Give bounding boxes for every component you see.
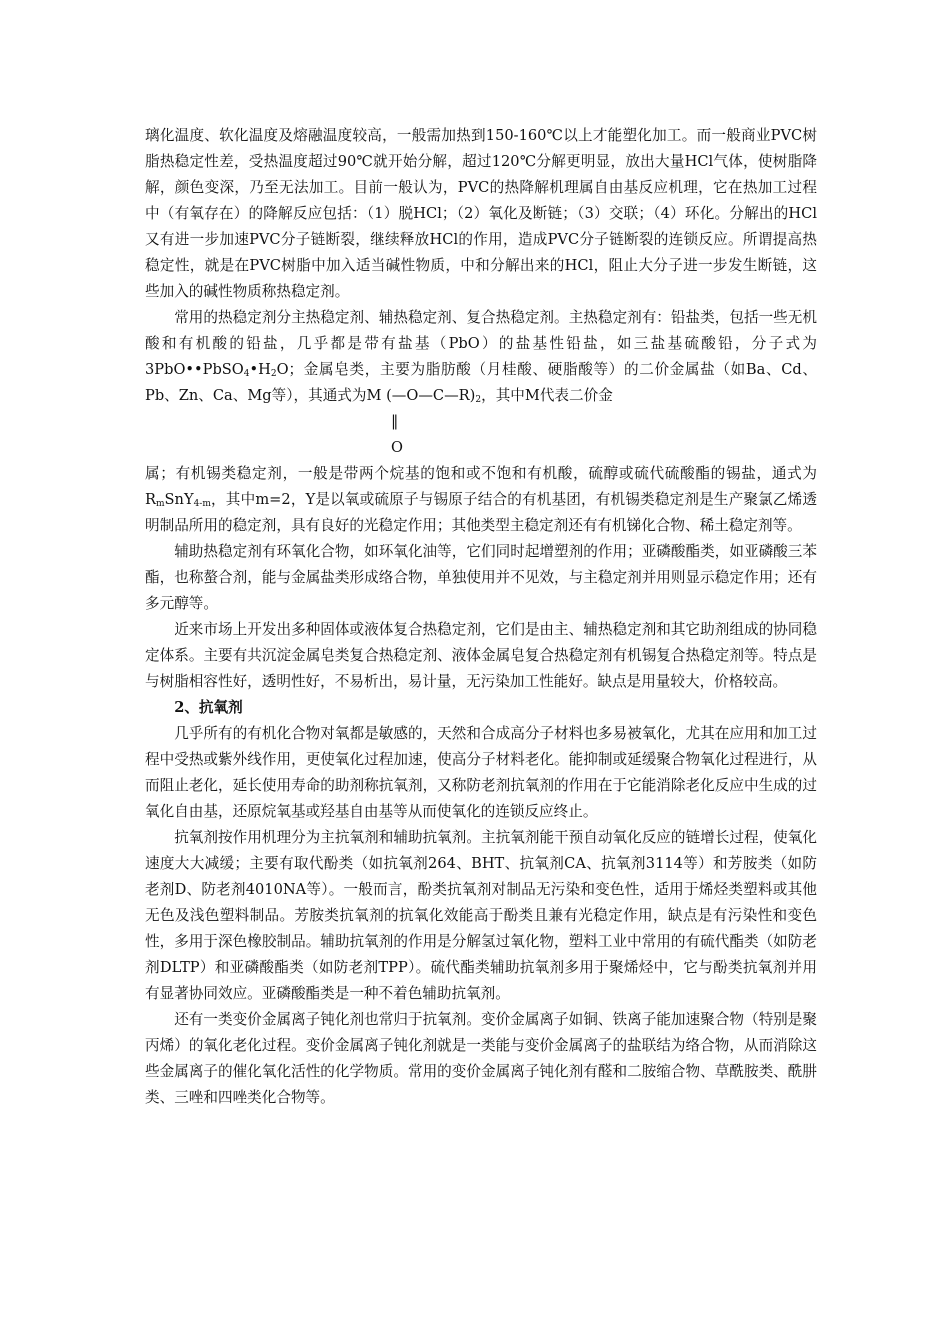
document-body xyxy=(145,123,817,1111)
paragraph-pvc-degradation: 璃化温度、软化温度及熔融温度较高，一般需加热到150-160℃以上才能塑化加工。而一般商业PVC树脂热稳定性差，受热温度超过90℃就开始分解，超过120℃分解更明显，放出大量HCl气体，使树脂降解，颜色变深，乃至无法加工。目前一般认为，PVC的热降解机理属自由基反应机理，它在热加工过程中（有氧存在）的降解反应包括：（1）脱HCl；（2）氧化及断链；（3）交联；（4）环化。分解出的HCl又有进一步加速PVC分子链断裂，继续释放HCl的作用，造成PVC分子链断裂的连锁反应。所谓提高热稳定性，就是在PVC树脂中加入适当碱性物质，中和分解出来的HCl，阻止大分子进一步发生断链，这些加入的碱性物质称热稳定剂。 xyxy=(145,127,817,300)
text-segment: SnY xyxy=(164,491,194,508)
subscript: 2 xyxy=(475,395,482,405)
text-segment: •H xyxy=(249,361,271,378)
subscript: 4 xyxy=(243,369,250,379)
text-segment: ，其中M代表二价金 xyxy=(481,387,613,404)
subscript: 2 xyxy=(270,369,277,379)
formula-oxygen-line xyxy=(145,435,817,461)
section-heading-antioxidants: 2、抗氧剂 xyxy=(174,699,243,716)
paragraph-heat-stabilizers xyxy=(145,305,817,409)
subscript: 4-m xyxy=(193,499,211,509)
paragraph-organotin xyxy=(145,461,817,539)
text-segment: 属；有机锡类稳定剂，一般是带两个烷基的饱和或不饱和有机酸，硫醇或硫代硫酸酯的锡盐，通式为R xyxy=(145,465,817,508)
paragraph-auxiliary-stabilizers: 辅助热稳定剂有环氧化合物，如环氧化油等，它们同时起增塑剂的作用；亚磷酸酯类，如亚磷酸三苯酯，也称螯合剂，能与金属盐类形成络合物，单独使用并不见效，与主稳定剂并用则显示稳定作用；还有多元醇等。 xyxy=(145,543,817,612)
oxygen-symbol: O xyxy=(391,439,403,456)
text-segment: O；金属皂类，主要为脂肪酸（月桂酸、硬脂酸等）的二价金属盐（如Ba、Cd、Pb、Zn、Ca、Mg等），其通式为M (—O—C—R) xyxy=(145,361,817,404)
paragraph-metal-deactivators: 还有一类变价金属离子钝化剂也常归于抗氧剂。变价金属离子如铜、铁离子能加速聚合物（特别是聚丙烯）的氧化老化过程。变价金属离子钝化剂就是一类能与变价金属离子的盐联结为络合物，从而消除这些金属离子的催化氧化活性的化学物质。常用的变价金属离子钝化剂有醛和二胺缩合物、草酰胺类、酰肼类、三唑和四唑类化合物等。 xyxy=(145,1011,817,1106)
text-segment: 常用的热稳定剂分主热稳定剂、辅热稳定剂、复合热稳定剂。主热稳定剂有：铅盐类，包括一些无机酸和有机酸的铅盐，几乎都是带有盐基（PbO）的盐基性铅盐，如三盐基硫酸铅，分子式为3PbO••PbSO xyxy=(145,309,817,378)
paragraph-composite-stabilizers: 近来市场上开发出多种固体或液体复合热稳定剂，它们是由主、辅热稳定剂和其它助剂组成的协同稳定体系。主要有共沉淀金属皂类复合热稳定剂、液体金属皂复合热稳定剂有机锡复合热稳定剂等。特点是与树脂相容性好，透明性好，不易析出，易计量，无污染加工性能好。缺点是用量较大，价格较高。 xyxy=(145,621,817,690)
formula-double-bond-line xyxy=(145,409,817,435)
text-segment: ，其中m=2，Y是以氧或硫原子与锡原子结合的有机基团，有机锡类稳定剂是生产聚氯乙烯透明制品所用的稳定剂，具有良好的光稳定作用；其他类型主稳定剂还有有机锑化合物、稀土稳定剂等。 xyxy=(145,491,817,534)
paragraph-antioxidant-types: 抗氧剂按作用机理分为主抗氧剂和辅助抗氧剂。主抗氧剂能干预自动氧化反应的链增长过程，使氧化速度大大减缓；主要有取代酚类（如抗氧剂264、BHT、抗氧剂CA、抗氧剂3114等）和芳胺类（如防老剂D、防老剂4010NA等）。一般而言，酚类抗氧剂对制品无污染和变色性，适用于烯烃类塑料或其他无色及浅色塑料制品。芳胺类抗氧剂的抗氧化效能高于酚类且兼有光稳定作用，缺点是有污染性和变色性，多用于深色橡胶制品。辅助抗氧剂的作用是分解氢过氧化物，塑料工业中常用的有硫代酯类（如防老剂DLTP）和亚磷酸酯类（如防老剂TPP）。硫代酯类辅助抗氧剂多用于聚烯烃中，它与酚类抗氧剂并用有显著协同效应。亚磷酸酯类是一种不着色辅助抗氧剂。 xyxy=(145,829,817,1002)
paragraph-antioxidant-intro: 几乎所有的有机化合物对氧都是敏感的，天然和合成高分子材料也多易被氧化，尤其在应用和加工过程中受热或紫外线作用，更使氧化过程加速，使高分子材料老化。能抑制或延缓聚合物氧化过程进行，从而阻止老化，延长使用寿命的助剂称抗氧剂，又称防老剂抗氧剂的作用在于它能消除老化反应中生成的过氧化自由基，还原烷氧基或羟基自由基等从而使氧化的连锁反应终止。 xyxy=(145,725,817,820)
double-bond-symbol: ‖ xyxy=(391,413,399,430)
subscript: m xyxy=(156,499,165,509)
